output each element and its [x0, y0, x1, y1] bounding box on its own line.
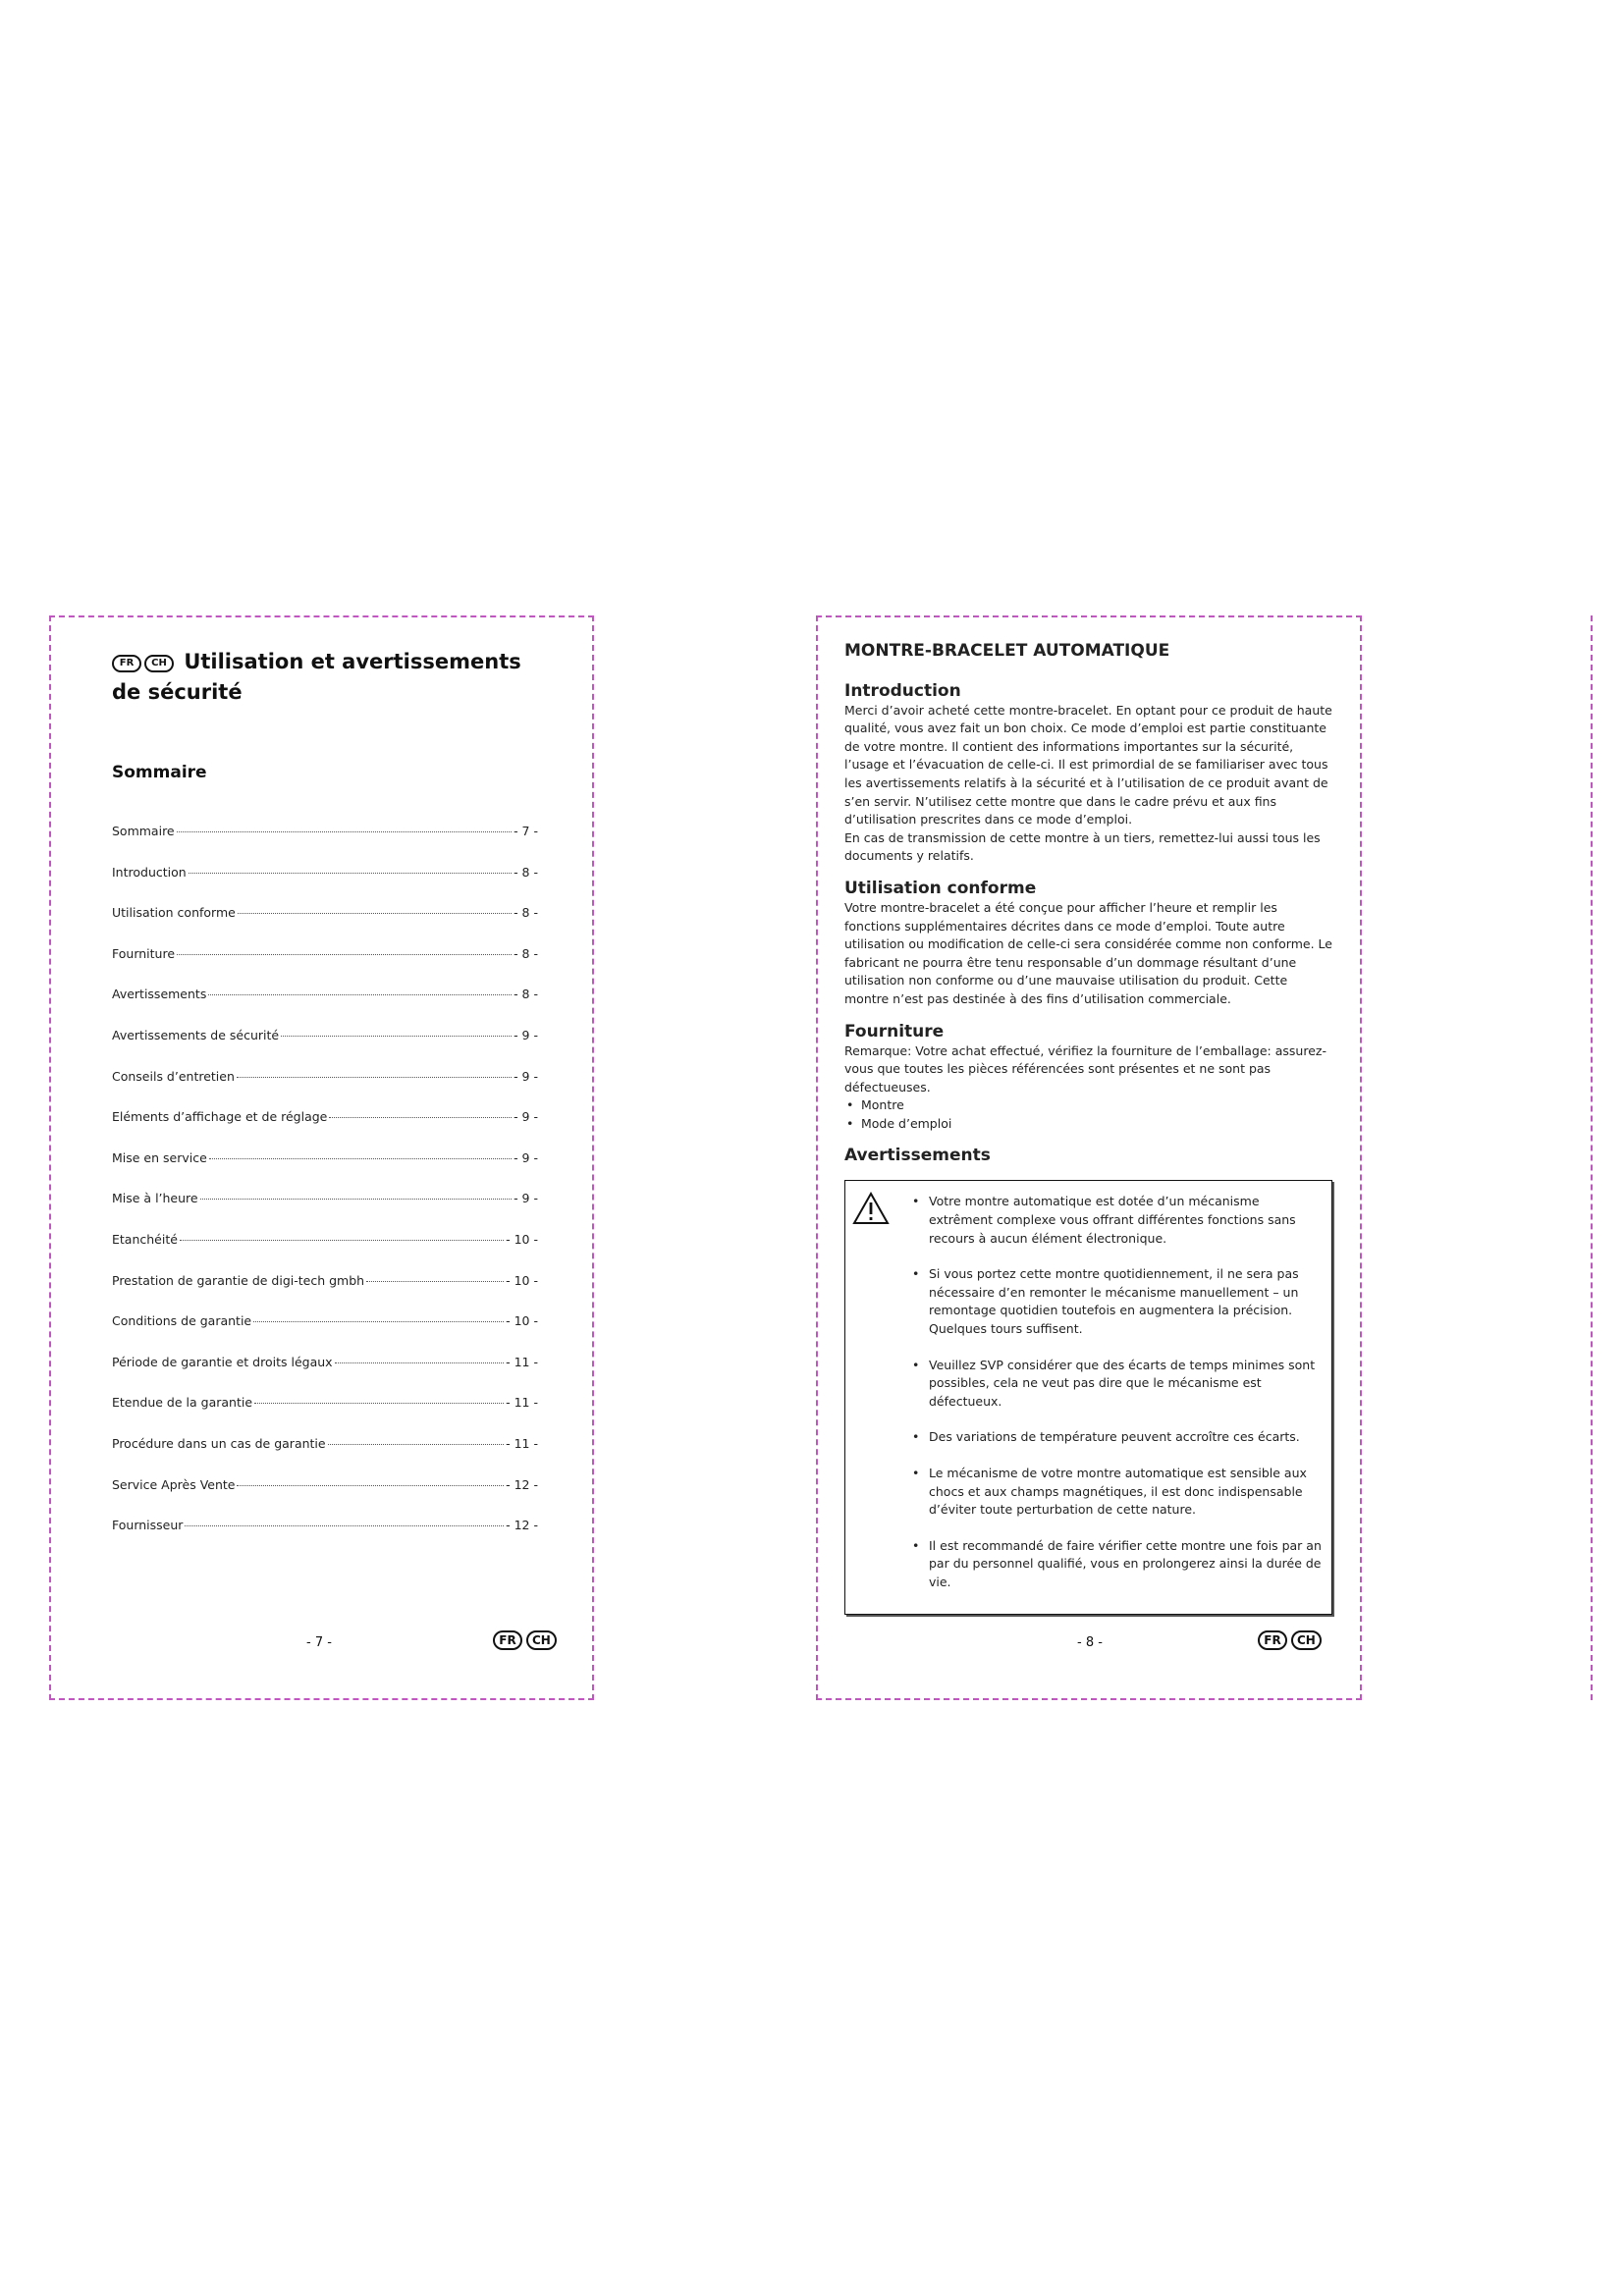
list-item: • Montre: [844, 1096, 1335, 1115]
toc-leader-dots: [329, 1117, 512, 1118]
toc-leader-dots: [209, 1158, 512, 1159]
toc-entry-title: Mise à l’heure: [112, 1191, 198, 1206]
toc-entry-page: - 8 -: [514, 987, 538, 1002]
language-badge-ch: CH: [526, 1630, 557, 1650]
toc-entry-page: - 12 -: [506, 1518, 538, 1533]
toc-entry: [112, 946, 538, 988]
toc-entry-page: - 11 -: [506, 1354, 538, 1369]
toc-leader-dots: [281, 1036, 512, 1037]
table-of-contents: [112, 824, 538, 1559]
toc-entry: [112, 1355, 538, 1396]
warning-item: • Le mécanisme de votre montre automatique est sensible aux chocs et aux champs magnétiques, il est donc indispensable d’éviter toute perturbation de cette nature.: [912, 1465, 1322, 1520]
toc-entry-title: Conditions de garantie: [112, 1313, 252, 1329]
avertissements-heading: Avertissements: [844, 1146, 991, 1166]
introduction-heading: Introduction: [844, 680, 961, 701]
warning-item: • Veuillez SVP considérer que des écarts de temps minimes sont possibles, cela ne veut pas dire que le mécanisme est défectueux.: [912, 1357, 1322, 1412]
toc-entry-page: - 9 -: [514, 1027, 538, 1042]
toc-leader-dots: [254, 1403, 504, 1404]
toc-entry-title: Procédure dans un cas de garantie: [112, 1435, 326, 1451]
toc-leader-dots: [237, 1077, 512, 1078]
toc-entry: [112, 1395, 538, 1436]
toc-entry-title: Etanchéité: [112, 1231, 178, 1247]
language-badge-fr: FR: [493, 1630, 522, 1650]
toc-entry-title: Sommaire: [112, 824, 175, 838]
toc-leader-dots: [177, 831, 512, 832]
utilisation-heading: Utilisation conforme: [844, 878, 1037, 898]
toc-entry: [112, 1109, 538, 1150]
toc-entry-title: Prestation de garantie de digi-tech gmbh: [112, 1272, 365, 1288]
utilisation-text: Votre montre-bracelet a été conçue pour afficher l’heure et remplir les fonctions supplémentaires décrites dans ce mode d’emploi. Toute autre utilisation ou modification de celle-ci sera considérée comme non conforme. Le fabricant ne pourra être tenu responsable d’un dommage résultant d’une utilisation non conforme ou d’une mauvaise utilisation du produit. Cette montre n’est pas destinée à des fins d’utilisation commerciale.: [844, 899, 1332, 1006]
toc-leader-dots: [335, 1362, 505, 1363]
toc-entry-title: Fournisseur: [112, 1518, 184, 1533]
fourniture-text: Remarque: Votre achat effectué, vérifiez la fourniture de l’emballage: assurez-vous que toutes les pièces référencées sont présentes et ne sont pas défectueuses.: [844, 1042, 1326, 1095]
toc-entry: [112, 905, 538, 946]
warning-item: • Si vous portez cette montre quotidiennement, il ne sera pas nécessaire d’en remonter le mécanisme manuellement – un remontage quotidien toutefois en augmentera la précision. Quelques tours suffisent.: [912, 1265, 1322, 1338]
toc-entry: [112, 1436, 538, 1477]
page-title: [112, 644, 544, 708]
toc-leader-dots: [237, 1485, 504, 1486]
toc-entry: [112, 824, 538, 865]
toc-leader-dots: [366, 1281, 504, 1282]
language-badge-ch: CH: [1291, 1630, 1322, 1650]
next-page-edge: [1591, 615, 1593, 1700]
toc-entry: [112, 987, 538, 1028]
toc-entry-page: - 10 -: [506, 1272, 538, 1288]
toc-leader-dots: [238, 913, 512, 914]
toc-entry-page: - 11 -: [506, 1435, 538, 1451]
warning-item: • Il est recommandé de faire vérifier cette montre une fois par an par du personnel qualifié, vous en prolongerez ainsi la durée de vie.: [912, 1537, 1322, 1592]
toc-leader-dots: [189, 873, 512, 874]
toc-leader-dots: [180, 1240, 504, 1241]
introduction-text: Merci d’avoir acheté cette montre-bracelet. En optant pour ce produit de haute qualité, vous avez fait un bon choix. Ce mode d’emploi est partie constituante de votre montre. Il contient des informations importantes sur la sécurité, l’usage et l’évacuation de celle-ci. Il est primordial de se familiariser avec tous les avertissements relatifs à la sécurité et à l’utilisation de ce produit avant de s’en servir. N’utilisez cette montre que dans le cadre prévu et aux fins d’utilisation prescrites dans ce mode d’emploi.: [844, 702, 1332, 828]
toc-entry: [112, 865, 538, 906]
page-number: - 7 -: [306, 1635, 332, 1650]
toc-entry-title: Avertissements: [112, 987, 207, 1002]
toc-entry-title: Fourniture: [112, 945, 176, 961]
toc-entry-title: Etendue de la garantie: [112, 1395, 253, 1411]
toc-entry-page: - 11 -: [506, 1395, 538, 1411]
toc-leader-dots: [328, 1444, 505, 1445]
toc-entry-page: - 10 -: [506, 1313, 538, 1329]
toc-entry-title: Eléments d’affichage et de réglage: [112, 1109, 328, 1125]
toc-entry-page: - 7 -: [514, 824, 538, 838]
toc-entry: [112, 1191, 538, 1232]
toc-entry: [112, 1069, 538, 1110]
page-left: [49, 615, 594, 1700]
toc-entry-title: Service Après Vente: [112, 1476, 236, 1492]
toc-entry-title: Période de garantie et droits légaux: [112, 1354, 333, 1369]
toc-entry-page: - 8 -: [514, 945, 538, 961]
page-number: - 8 -: [1077, 1635, 1103, 1650]
language-badge-ch: CH: [144, 655, 174, 672]
toc-entry-page: - 8 -: [514, 864, 538, 880]
fourniture-heading: Fourniture: [844, 1021, 945, 1041]
warnings-list: [912, 1193, 1322, 1591]
warnings-box: [844, 1180, 1332, 1614]
toc-entry: [112, 1518, 538, 1559]
toc-entry-title: Conseils d’entretien: [112, 1068, 235, 1084]
toc-entry: [112, 1313, 538, 1355]
toc-entry-page: - 10 -: [506, 1231, 538, 1247]
toc-entry-page: - 9 -: [514, 1068, 538, 1084]
toc-entry-page: - 12 -: [506, 1476, 538, 1492]
toc-leader-dots: [253, 1321, 504, 1322]
toc-entry: [112, 1150, 538, 1192]
toc-entry-title: Introduction: [112, 864, 187, 880]
warning-item: • Des variations de température peuvent accroître ces écarts.: [912, 1428, 1322, 1447]
toc-entry: [112, 1477, 538, 1519]
page-content: [844, 642, 1335, 1615]
toc-entry-title: Utilisation conforme: [112, 905, 236, 921]
footer-language-badges: [493, 1630, 561, 1650]
list-item: • Mode d’emploi: [844, 1115, 1335, 1134]
toc-entry-page: - 9 -: [514, 1149, 538, 1165]
toc-entry-page: - 8 -: [514, 905, 538, 921]
toc-leader-dots: [208, 994, 512, 995]
toc-leader-dots: [177, 954, 512, 955]
footer-language-badges: [1258, 1630, 1326, 1650]
warning-item: • Votre montre automatique est dotée d’un mécanisme extrêment complexe vous offrant différentes fonctions sans recours à aucun élément électronique.: [912, 1193, 1322, 1248]
language-badge-fr: FR: [112, 655, 141, 672]
toc-entry-page: - 9 -: [514, 1191, 538, 1206]
toc-entry-title: Mise en service: [112, 1149, 207, 1165]
warning-triangle-icon: [851, 1191, 891, 1226]
toc-entry: [112, 1232, 538, 1273]
sommaire-heading: Sommaire: [112, 763, 207, 782]
toc-leader-dots: [185, 1525, 504, 1526]
document-title: MONTRE-BRACELET AUTOMATIQUE: [844, 641, 1170, 661]
fourniture-list: [844, 1096, 1335, 1133]
language-badge-fr: FR: [1258, 1630, 1287, 1650]
toc-entry-page: - 9 -: [514, 1109, 538, 1125]
toc-entry-title: Avertissements de sécurité: [112, 1027, 280, 1042]
introduction-text-2: En cas de transmission de cette montre à un tiers, remettez-lui aussi tous les documents y relatifs.: [844, 829, 1321, 864]
language-badges: [112, 644, 177, 674]
toc-leader-dots: [200, 1199, 512, 1200]
page-title-text: Utilisation et avertissements de sécurité: [112, 650, 521, 704]
page-right: [816, 615, 1362, 1700]
toc-entry: [112, 1273, 538, 1314]
toc-entry: [112, 1028, 538, 1069]
